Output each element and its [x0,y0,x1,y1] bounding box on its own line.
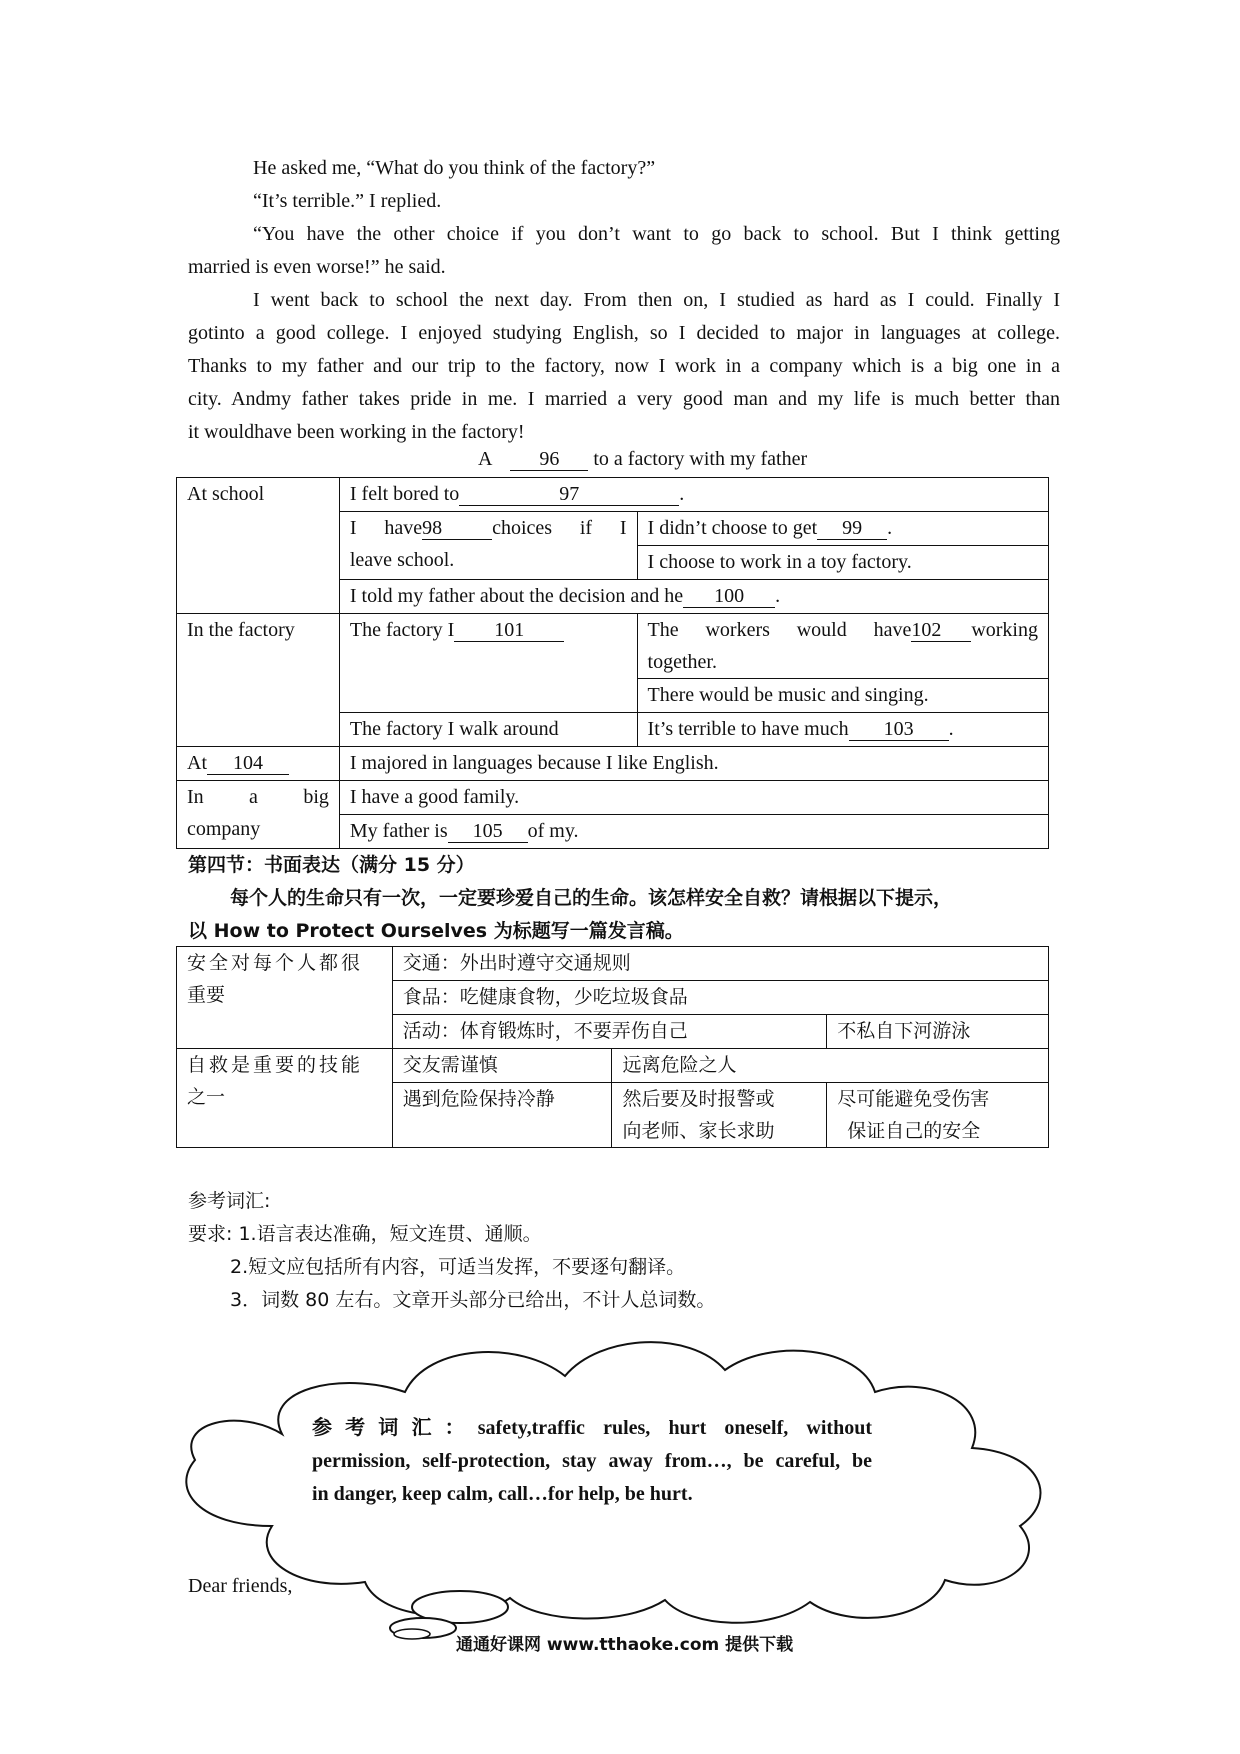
requirement-2: 2.短文应包括所有内容，可适当发挥，不要逐句翻译。 [230,1256,686,1278]
blank-98: 98 [422,517,492,540]
row-label-at: At 104 [177,747,340,781]
blank-102: 102 [911,619,971,642]
blank-104: 104 [207,752,289,775]
story-line: it wouldhave been working in the factory! [188,421,525,443]
table-cell: There would be music and singing. [637,679,1048,713]
story-line: “It’s terrible.” I replied. [253,190,442,212]
row-label-at-school: At school [177,478,340,614]
vocab-line: 参考词汇：safety,traffic rules, hurt oneself, without [312,1417,872,1439]
requirement-3: 3．词数 80 左右。文章开头部分已给出，不计人总词数。 [230,1289,716,1311]
blank-97: 97 [459,483,679,506]
hint-cell: 交通：外出时遵守交通规则 [392,947,1048,981]
table-cell: My father is 105 of my. [339,815,1048,849]
table-cell: I choose to work in a toy factory. [637,546,1048,580]
vocab-line: in danger, keep calm, call…for help, be hurt. [312,1483,693,1505]
table-caption [478,448,807,471]
table-cell: I have98 choices if I leave school. [339,512,637,580]
table-cell: I told my father about the decision and he 100 . [339,580,1048,614]
hint-cell: 活动：体育锻炼时，不要弄伤自己 [392,1015,827,1049]
table-cell: It’s terrible to have much 103 . [637,713,1048,747]
hint-cell: 然后要及时报警或 向老师、家长求助 [612,1083,827,1148]
hint-cell: 遇到危险保持冷静 [392,1083,612,1148]
requirement-1: 要求: 1.语言表达准确，短文连贯、通顺。 [188,1223,542,1245]
summary-table [176,477,1049,849]
blank-96: 96 [510,448,588,471]
table-cell: I felt bored to 97 . [339,478,1048,512]
writing-task [188,882,1060,948]
hint-cell: 远离危险之人 [612,1049,1049,1083]
hint-label-safety: 安全对每个人都很 重要 [177,947,393,1049]
footer-credit: 通通好课网 www.tthaoke.com 提供下载 [456,1635,794,1655]
vocab-box [312,1412,872,1511]
task-line: 每个人的生命只有一次，一定要珍爱自己的生命。该怎样安全自救？请根据以下提示， [230,887,953,909]
story-text [188,152,1060,449]
hint-cell: 尽可能避免受伤害 保证自己的安全 [827,1083,1049,1148]
table-cell: I have a good family. [339,781,1048,815]
story-line: gotinto a good college. I enjoyed studying English, so I decided to major in languages at college. [188,322,1060,344]
letter-greeting: Dear friends, [188,1575,293,1597]
story-line: city. Andmy father takes pride in me. I married a very good man and my life is much better than [188,388,1060,410]
caption-text: A [478,448,492,470]
task-line: 以 How to Protect Ourselves 为标题写一篇发言稿。 [188,920,684,942]
table-cell: The factory I 101 [339,614,637,713]
story-line: He asked me, “What do you think of the factory?” [253,157,656,179]
hint-cell: 不私自下河游泳 [827,1015,1049,1049]
table-cell: The factory I walk around [339,713,637,747]
vocab-line: permission, self-protection, stay away from…, be careful, be [312,1450,872,1472]
story-line: married is even worse!” he said. [188,256,446,278]
caption-text: to a factory with my father [593,448,808,470]
hint-cell: 交友需谨慎 [392,1049,612,1083]
vocab-label: 参考词汇: [188,1190,271,1212]
row-label-in-a-big-company: In a big company [177,781,340,849]
hints-table [176,946,1049,1148]
blank-101: 101 [454,619,564,642]
table-cell: The workers would have102 working together. [637,614,1048,679]
row-label-in-the-factory: In the factory [177,614,340,747]
blank-105: 105 [448,820,528,843]
blank-103: 103 [849,718,949,741]
table-cell: I didn’t choose to get 99 . [637,512,1048,546]
blank-100: 100 [683,585,775,608]
blank-99: 99 [817,517,887,540]
story-line: Thanks to my father and our trip to the factory, now I work in a company which is a big one in a [188,355,1060,377]
hint-label-self-rescue: 自救是重要的技能 之一 [177,1049,393,1148]
hint-cell: 食品：吃健康食物，少吃垃圾食品 [392,981,1048,1015]
section-title: 第四节：书面表达（满分 15 分） [188,854,475,876]
table-cell: I majored in languages because I like English. [339,747,1048,781]
story-line: I went back to school the next day. From then on, I studied as hard as I could. Finally I [253,289,1060,311]
story-line: “You have the other choice if you don’t want to go back to school. But I think getting [253,223,1060,245]
